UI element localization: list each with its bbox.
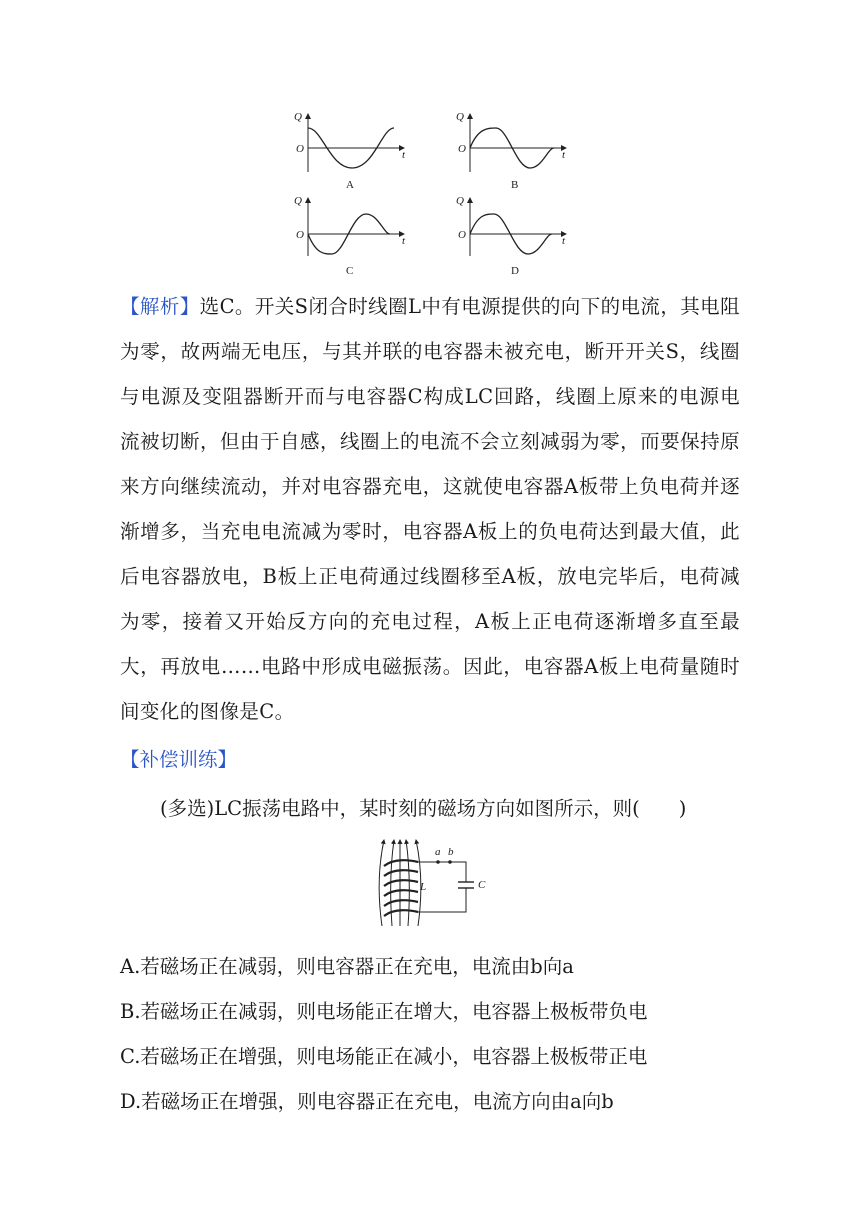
- answer-options: [120, 944, 760, 1124]
- option-d: D.若磁场正在增强，则电容器正在充电，电流方向由a向b: [120, 1090, 614, 1113]
- compensation-title: 【补偿训练】: [120, 748, 238, 771]
- graph-panel-a: [294, 111, 406, 191]
- graph-label-c: C: [346, 265, 354, 277]
- lc-circuit-svg: [374, 838, 494, 928]
- circuit-label-l: L: [420, 881, 427, 893]
- axis-origin-label: O: [296, 229, 304, 241]
- axis-t-label: t: [562, 149, 566, 161]
- axis-origin-label: O: [458, 229, 466, 241]
- circuit-label-c: C: [478, 879, 486, 891]
- graph-panel-d: [456, 195, 566, 277]
- graph-label-b: B: [511, 179, 519, 191]
- option-b: B.若磁场正在减弱，则电场能正在增大，电容器上极板带负电: [120, 1000, 648, 1023]
- axis-q-label: Q: [456, 111, 464, 123]
- qt-graphs-figure: [282, 106, 582, 280]
- axis-q-label: Q: [456, 195, 464, 207]
- analysis-tag: 【解析】: [120, 295, 200, 318]
- axis-q-label: Q: [294, 195, 302, 207]
- qt-graphs-svg: [282, 106, 582, 280]
- axis-origin-label: O: [458, 143, 466, 155]
- axis-t-label: t: [402, 149, 406, 161]
- circuit-label-a: a: [435, 846, 441, 858]
- graph-panel-b: [456, 111, 566, 191]
- axis-t-label: t: [402, 235, 406, 247]
- option-c: C.若磁场正在增强，则电场能正在减小，电容器上极板带正电: [120, 1045, 648, 1068]
- analysis-paragraph: [120, 284, 740, 734]
- question-stem: (多选)LC振荡电路中，某时刻的磁场方向如图所示，则( ): [160, 797, 687, 820]
- graph-label-a: A: [346, 179, 354, 191]
- axis-q-label: Q: [294, 111, 302, 123]
- graph-label-d: D: [511, 265, 519, 277]
- circuit-label-b: b: [448, 846, 454, 858]
- graph-panel-c: [294, 195, 406, 277]
- analysis-text: 选C。开关S闭合时线圈L中有电源提供的向下的电流，其电阻为零，故两端无电压，与其并联的电容器未被充电，断开开关S，线圈与电源及变阻器断开而与电容器C构成LC回路，线圈上原来的电源电流被切断，但由于自感，线圈上的电流不会立刻减弱为零，而要保持原来方向继续流动，并对电容器充电，这就使电容器A板带上负电荷并逐渐增多，当充电电流减为零时，电容器A板上的负电荷达到最大值，此后电容器放电，B板上正电荷通过线圈移至A板，放电完毕后，电荷减为零，接着又开始反方向的充电过程，A板上正电荷逐渐增多直至最大，再放电……电路中形成电磁振荡。因此，电容器A板上电荷量随时间变化的图像是C。: [120, 295, 740, 723]
- option-a: A.若磁场正在减弱，则电容器正在充电，电流由b向a: [120, 955, 574, 978]
- lc-circuit-diagram: [374, 838, 494, 928]
- axis-origin-label: O: [296, 143, 304, 155]
- axis-t-label: t: [562, 235, 566, 247]
